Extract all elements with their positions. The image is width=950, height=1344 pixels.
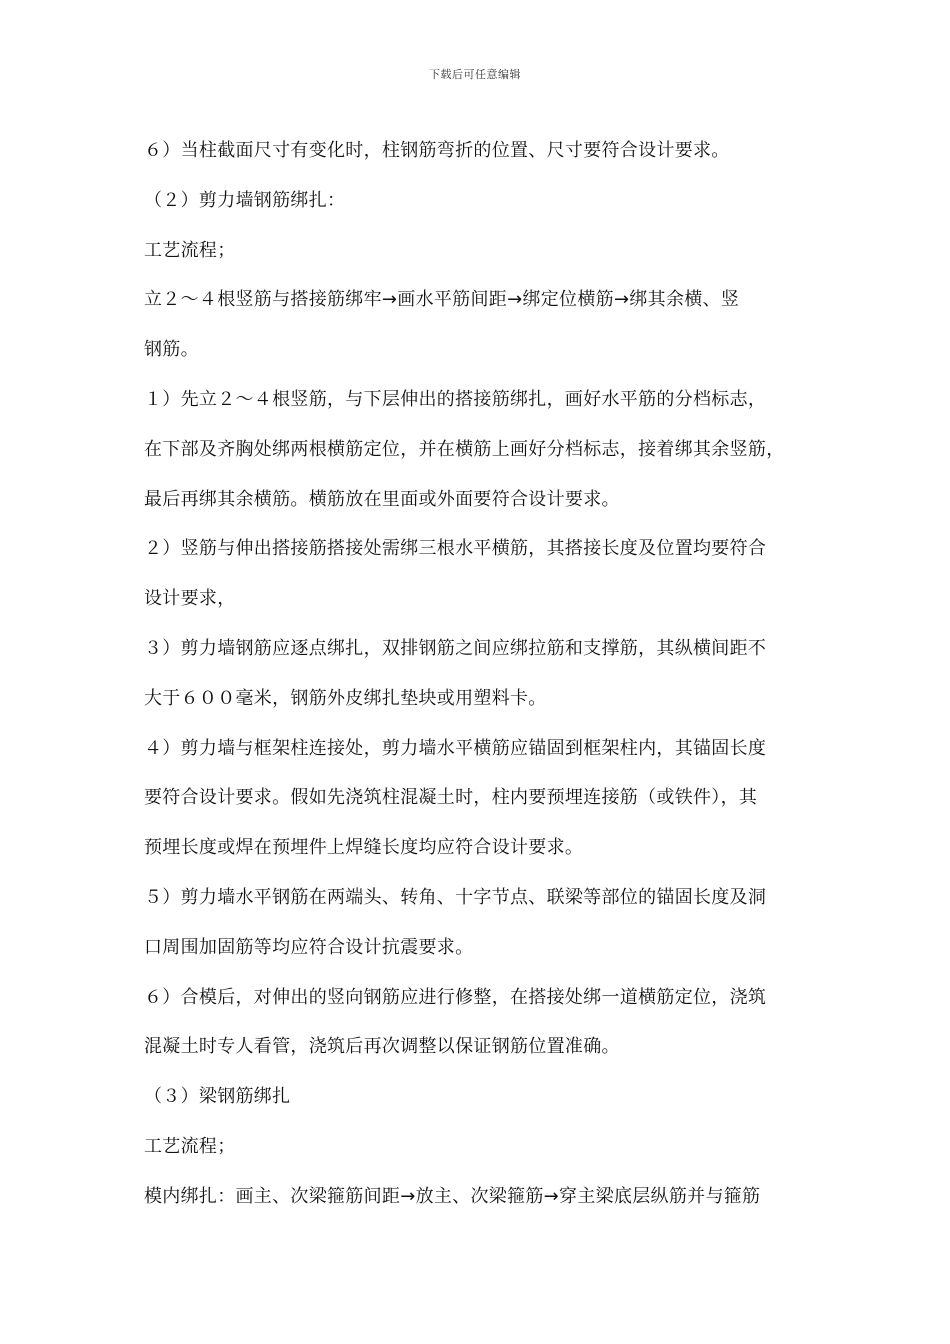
text-line: 立２～４根竖筋与搭接筋绑牢→画水平筋间距→绑定位横筋→绑其余横、竖 <box>144 289 740 311</box>
text-line: 要符合设计要求。假如先浇筑柱混凝土时，柱内要预埋连接筋（或铁件），其 <box>144 787 758 809</box>
text-line: 设计要求， <box>144 588 236 610</box>
text-line: 工艺流程； <box>144 1135 236 1157</box>
text-line: 在下部及齐胸处绑两根横筋定位，并在横筋上画好分档标志，接着绑其余竖筋， <box>144 438 785 460</box>
text-line: （３）梁钢筋绑扎 <box>144 1086 291 1108</box>
text-line: ６）当柱截面尺寸有变化时，柱钢筋弯折的位置、尺寸要符合设计要求。 <box>144 140 730 161</box>
text-line: 工艺流程； <box>144 239 236 261</box>
text-line: （２）剪力墙钢筋绑扎： <box>144 189 346 211</box>
text-line: ２）竖筋与伸出搭接筋搭接处需绑三根水平横筋，其搭接长度及位置均要符合 <box>144 538 767 560</box>
text-line: １）先立２～４根竖筋，与下层伸出的搭接筋绑扎，画好水平筋的分档标志， <box>144 388 767 410</box>
text-line: ６）合模后，对伸出的竖向钢筋应进行修整，在搭接处绑一道横筋定位，浇筑 <box>144 986 767 1008</box>
text-line: ５）剪力墙水平钢筋在两端头、转角、十字节点、联梁等部位的锚固长度及洞 <box>144 886 767 908</box>
text-line: 预埋长度或焊在预埋件上焊缝长度均应符合设计要求。 <box>144 837 584 859</box>
page-header: 下载后可任意编辑 <box>429 68 521 81</box>
text-line: 钢筋。 <box>144 339 199 361</box>
text-line: 最后再绑其余横筋。横筋放在里面或外面要符合设计要求。 <box>144 488 620 510</box>
text-line: ３）剪力墙钢筋应逐点绑扎，双排钢筋之间应绑拉筋和支撑筋，其纵横间距不 <box>144 637 767 659</box>
text-line: ４）剪力墙与框架柱连接处，剪力墙水平横筋应锚固到框架柱内，其锚固长度 <box>144 737 767 759</box>
text-line: 大于６００毫米，钢筋外皮绑扎垫块或用塑料卡。 <box>144 687 547 709</box>
text-line: 混凝土时专人看管，浇筑后再次调整以保证钢筋位置准确。 <box>144 1036 620 1058</box>
text-line: 口周围加固筋等均应符合设计抗震要求。 <box>144 936 474 958</box>
document-body <box>144 134 814 1230</box>
text-line: 模内绑扎：画主、次梁箍筋间距→放主、次梁箍筋→穿主梁底层纵筋并与箍筋 <box>144 1185 761 1207</box>
